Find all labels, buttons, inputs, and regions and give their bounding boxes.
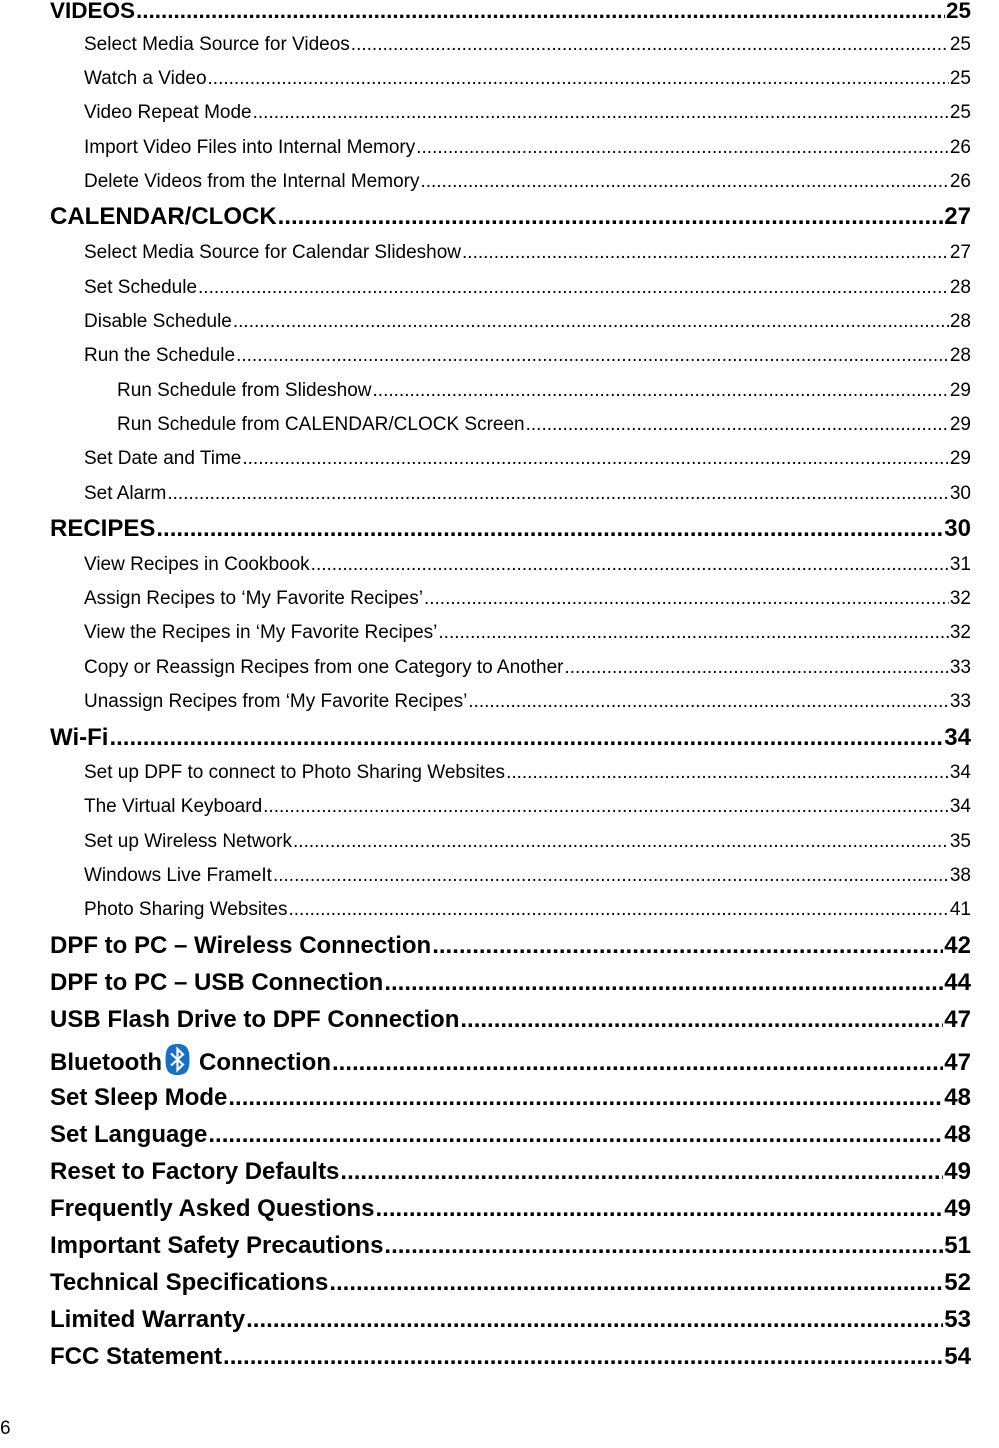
toc-entry-page: 30 [949,483,971,504]
dot-leader [198,277,949,299]
toc-entry-page: 51 [944,1232,971,1259]
toc-entry-recipes[interactable] [50,515,971,545]
toc-entry-limited-warranty[interactable] [50,1306,971,1336]
toc-entry-label: DPF to PC – USB Connection [50,969,384,996]
dot-leader [384,1232,943,1260]
dot-leader [311,554,949,576]
toc-entry-page: 29 [949,414,971,435]
toc-entry[interactable] [117,380,971,406]
dot-leader [242,448,948,470]
toc-entry-label: Important Safety Precautions [50,1232,384,1259]
toc-entry-label: Video Repeat Mode [84,102,252,123]
toc-entry-label: Frequently Asked Questions [50,1195,375,1222]
toc-entry-label: VIDEOS [50,0,136,23]
toc-entry-wifi[interactable] [50,724,971,754]
toc-entry[interactable] [84,691,971,717]
toc-entry-page: 47 [944,1049,971,1076]
toc-entry[interactable] [84,345,971,371]
dot-leader [462,242,949,264]
toc-entry-page: 29 [949,448,971,469]
toc-entry-label: View Recipes in Cookbook [84,554,310,575]
toc-entry-videos[interactable] [50,0,971,28]
toc-entry-page: 32 [949,622,971,643]
dot-leader [236,345,949,367]
toc-entry-label: DPF to PC – Wireless Connection [50,932,432,959]
dot-leader [340,1158,943,1186]
dot-leader [156,515,943,543]
dot-leader [351,34,949,56]
toc-entry-usb-flash-drive[interactable] [50,1006,971,1036]
toc-entry-page: 29 [949,380,971,401]
toc-entry-label: Run Schedule from Slideshow [117,380,372,401]
toc-entry-label: Set Date and Time [84,448,242,469]
toc-entry-page: 34 [949,796,971,817]
toc-entry-page: 25 [949,68,971,89]
dot-leader [233,311,949,333]
dot-leader [506,762,949,784]
toc-entry-label: Select Media Source for Videos [84,34,350,55]
dot-leader [136,0,945,24]
toc-entry-label: Unassign Recipes from ‘My Favorite Recipes’ [84,691,468,712]
toc-entry-page: 32 [949,588,971,609]
toc-entry-label: Run Schedule from CALENDAR/CLOCK Screen [117,414,525,435]
toc-entry-label: Windows Live FrameIt [84,865,272,886]
toc-entry-page: 52 [944,1269,971,1296]
toc-entry-page: 49 [944,1195,971,1222]
toc-entry[interactable] [84,657,971,683]
toc-entry-label: Select Media Source for Calendar Slideshow [84,242,462,263]
toc-entry-page: 34 [949,762,971,783]
toc-entry-label: Wi-Fi [50,724,109,751]
dot-leader [332,1049,943,1077]
toc-entry-label: Set up DPF to connect to Photo Sharing Websites [84,762,506,783]
toc-entry[interactable] [84,102,971,128]
toc-entry-page: 25 [945,0,971,23]
dot-leader [526,414,949,436]
toc-entry-label: The Virtual Keyboard [84,796,263,817]
dot-leader [564,657,948,679]
dot-leader [223,1343,943,1371]
toc-entry[interactable] [117,414,971,440]
toc-entry-label: Photo Sharing Websites [84,899,288,920]
toc-entry-label: Watch a Video [84,68,207,89]
toc-entry[interactable] [84,762,971,788]
toc-entry-page: 26 [949,171,971,192]
dot-leader [460,1006,943,1034]
toc-entry[interactable] [84,34,971,60]
toc-entry-label [50,1043,331,1077]
dot-leader [228,1084,943,1112]
dot-leader [420,171,948,193]
toc-entry-page: 47 [944,1006,971,1033]
dot-leader [424,588,949,610]
dot-leader [293,831,949,853]
dot-leader [329,1269,943,1297]
dot-leader [384,969,943,997]
bluetooth-icon [164,1043,191,1076]
toc-entry-label: Set Sleep Mode [50,1084,228,1111]
dot-leader [416,137,949,159]
dot-leader [273,865,949,887]
toc-entry-page: 26 [949,137,971,158]
toc-entry-label: Copy or Reassign Recipes from one Category to Another [84,657,564,678]
toc-entry-page: 54 [944,1343,971,1370]
dot-leader [246,1306,943,1334]
toc-entry-page: 41 [949,899,971,920]
toc-entry-label: RECIPES [50,515,156,542]
toc-entry-label: Set Alarm [84,483,167,504]
toc-entry-page: 28 [949,345,971,366]
toc-entry-page: 38 [949,865,971,886]
dot-leader [438,622,948,644]
toc-entry[interactable] [84,831,971,857]
toc-entry[interactable] [84,68,971,94]
toc-entry[interactable] [84,865,971,891]
toc-entry-page: 28 [949,277,971,298]
toc-entry-reset-factory-defaults[interactable] [50,1158,971,1188]
dot-leader [468,691,949,713]
toc-entry-page: 48 [944,1084,971,1111]
toc-entry-page: 44 [944,969,971,996]
toc-entry-label: Limited Warranty [50,1306,246,1333]
dot-leader [263,796,949,818]
dot-leader [432,932,943,960]
toc-entry[interactable] [84,483,971,509]
toc-entry-page: 49 [944,1158,971,1185]
toc-entry-calendar-clock[interactable] [50,203,971,233]
dot-leader [253,102,949,124]
toc-entry-page: 27 [949,242,971,263]
toc-entry-label: FCC Statement [50,1343,223,1370]
toc-entry-page: 33 [949,657,971,678]
toc-entry[interactable] [84,588,971,614]
toc-entry-label: Disable Schedule [84,311,232,332]
toc-entry-page: 25 [949,102,971,123]
toc-entry-bluetooth[interactable] [50,1043,971,1081]
toc-entry-dpf-pc-usb[interactable] [50,969,971,999]
toc-entry[interactable] [84,796,971,822]
toc-entry-set-sleep-mode[interactable] [50,1084,971,1114]
toc-entry-page: 28 [949,311,971,332]
toc-entry-page: 53 [944,1306,971,1333]
toc-entry-label: Import Video Files into Internal Memory [84,137,416,158]
toc-entry-page: 35 [949,831,971,852]
toc-entry-label: Set Schedule [84,277,198,298]
toc-entry-label-suffix: Connection [198,1049,331,1076]
toc-entry[interactable] [84,242,971,268]
dot-leader [289,899,949,921]
toc-entry-page: 34 [944,724,971,751]
toc-entry[interactable] [84,899,971,925]
page-number: 6 [0,1418,11,1439]
toc-entry-label: Set Language [50,1121,208,1148]
toc-entry[interactable] [84,554,971,580]
toc-entry[interactable] [84,277,971,303]
dot-leader [167,483,948,505]
toc-entry[interactable] [84,171,971,197]
toc-entry-page: 33 [949,691,971,712]
toc-entry[interactable] [84,311,971,337]
toc-entry-page: 48 [944,1121,971,1148]
dot-leader [278,203,944,231]
toc-entry-technical-specifications[interactable] [50,1269,971,1299]
toc-entry-label: Set up Wireless Network [84,831,293,852]
dot-leader [208,1121,943,1149]
toc-entry-label: Technical Specifications [50,1269,329,1296]
toc-entry[interactable] [84,137,971,163]
toc-entry-label: Reset to Factory Defaults [50,1158,340,1185]
toc-entry-safety-precautions[interactable] [50,1232,971,1262]
dot-leader [109,724,943,752]
toc-entry-faq[interactable] [50,1195,971,1225]
toc-entry-page: 31 [949,554,971,575]
dot-leader [376,1195,944,1223]
toc-entry-page: 30 [944,515,971,542]
toc-entry-label: Delete Videos from the Internal Memory [84,171,420,192]
toc-entry-page: 42 [944,932,971,959]
toc-entry-label: Run the Schedule [84,345,236,366]
toc-entry-page: 27 [944,203,971,230]
toc-entry-label: USB Flash Drive to DPF Connection [50,1006,460,1033]
dot-leader [373,380,949,402]
toc-entry-label-text: Bluetooth [50,1049,162,1076]
toc-entry[interactable] [84,622,971,648]
toc-entry-dpf-pc-wireless[interactable] [50,932,971,962]
toc-entry-label: CALENDAR/CLOCK [50,203,277,230]
toc-entry-label: Assign Recipes to ‘My Favorite Recipes’ [84,588,423,609]
toc-entry-label: View the Recipes in ‘My Favorite Recipes’ [84,622,438,643]
toc-entry-fcc-statement[interactable] [50,1343,971,1373]
toc-entry-page: 25 [949,34,971,55]
toc-entry[interactable] [84,448,971,474]
dot-leader [208,68,949,90]
toc-entry-set-language[interactable] [50,1121,971,1151]
